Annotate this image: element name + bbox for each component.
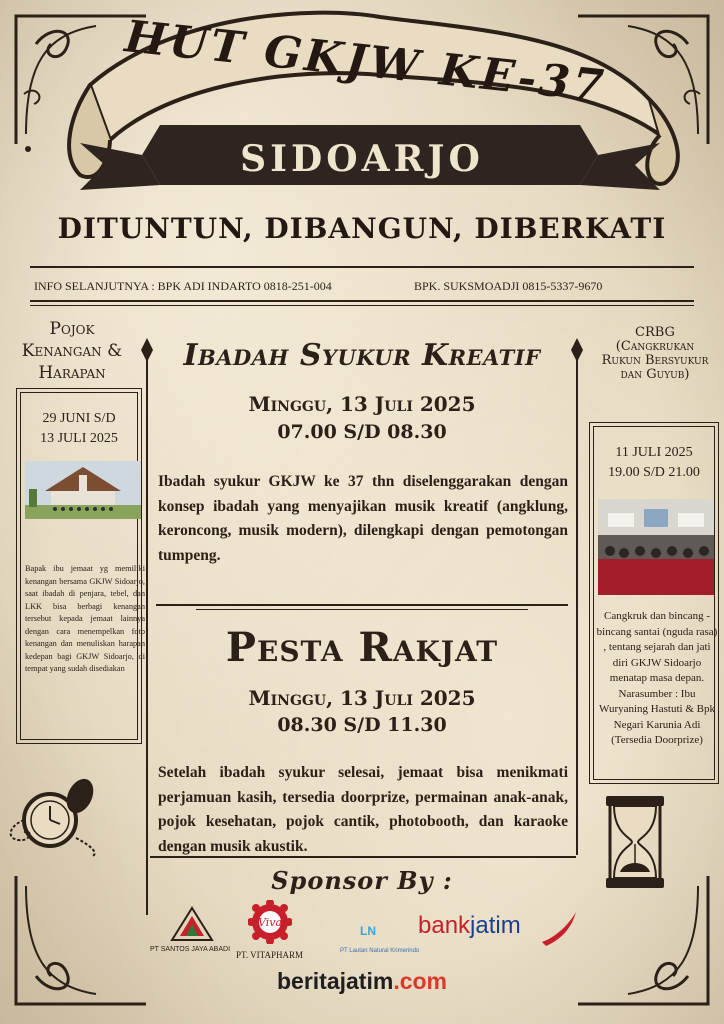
section-divider: [156, 604, 568, 606]
left-sidebar-box-inner: [20, 392, 145, 740]
beritajatim-brand: beritajatim.com: [276, 968, 447, 994]
church-building-photo: [25, 461, 141, 519]
right-column-rule: [576, 345, 578, 855]
gathering-hall-photo: [598, 499, 714, 595]
santos-jaya-abadi-label: PT SANTOS JAYA ABADI: [150, 946, 231, 953]
ibadah-description: Ibadah syukur GKJW ke 37 thn diselenggarakan dengan konsep ibadah yang menyajikan musik kreatif (angklung, keroncong, musik modern), dilengkapi dengan pemotongan tumpeng.: [158, 473, 568, 564]
contact-info-right: BPK. SUKSMOADJI 0815-5337-9670: [414, 279, 603, 293]
vitapharm-label: PT. VITAPHARM: [236, 950, 303, 960]
contact-info-left: INFO SELANJUTNYA : BPK ADI INDARTO 0818-251-004: [34, 279, 332, 293]
right-sidebar-box-inner: [593, 426, 718, 780]
viva-logo-mark: Viva: [257, 916, 283, 929]
hourglass-icon: [604, 794, 666, 890]
sponsor-heading: Sponsor By :: [271, 866, 453, 895]
right-sidebar-heading: CRBG (Cangkrukan Rukun Bersyukur dan Guyub): [601, 325, 709, 382]
pocket-watch-icon: [4, 776, 104, 858]
section-divider-thin: [196, 609, 528, 610]
left-column-rule: [146, 345, 148, 915]
divider-bottom: [30, 300, 694, 302]
sponsor-divider: [150, 856, 576, 858]
left-sidebar-date: 29 JUNI S/D 13 JULI 2025: [40, 411, 118, 446]
pesta-title: Pesta Rakjat: [225, 624, 499, 671]
right-sidebar-description: Cangkruk dan bincang - bincang santai (nguda rasa) , tentang sejarah dan jati diri GKJW Sidoarjo menatap masa depan. Narasumber : Ibu Wuryaning Hastuti & Bpk Negari Karunia Adi (Tersedia Doorprize): [596, 610, 718, 746]
left-sidebar-box: [16, 388, 145, 744]
left-sidebar-heading: Pojok Kenangan & Harapan: [21, 319, 123, 383]
santos-jaya-abadi-logo: [170, 906, 214, 942]
bankjatim-logo: bankjatim: [418, 912, 521, 939]
lautan-natural-logo-mark: LN: [360, 924, 376, 938]
lautan-natural-label: PT Lautan Natural Krimerindo: [340, 948, 420, 954]
left-sidebar-description: Bapak ibu jemaat yg memiliki kenangan bersama GKJW Sidoarjo, saat ibadah di penjara, tebel, dan LKK bisa berbagi kenangan tersebut kepada jemaat lainnya dengan cara menempelkan foto kenangan dan menuliskan harapan kedepan bagi GKJW Sidoarjo, di tempat yang sudah disediakan: [25, 564, 145, 673]
pesta-date: Minggu, 13 Juli 2025: [248, 686, 476, 710]
right-sidebar-date: 11 JULI 2025 19.00 S/D 21.00: [608, 445, 700, 480]
ibadah-date: Minggu, 13 Juli 2025: [248, 392, 476, 416]
page-subtitle: SIDOARJO: [240, 138, 484, 180]
viva-cosmetics-logo: [248, 900, 292, 944]
divider-top: [30, 266, 694, 268]
bankjatim-swoosh-icon: [540, 908, 580, 948]
pesta-time: 08.30 S/D 11.30: [277, 714, 447, 736]
right-sidebar-box: [589, 422, 719, 784]
ibadah-title: Ibadah Syukur Kreatif: [183, 338, 541, 373]
tagline: DITUNTUN, DIBANGUN, DIBERKATI: [57, 212, 667, 245]
divider-bottom-thin: [30, 305, 694, 306]
page-title: HUT GKJW KE-37: [122, 11, 609, 113]
pesta-description: Setelah ibadah syukur selesai, jemaat bisa menikmati perjamuan kasih, tersedia doorprize, permainan anak-anak, pojok kesehatan, pojok cantik, photobooth, dan karaoke dengan musik akustik.: [158, 764, 568, 855]
ibadah-time: 07.00 S/D 08.30: [277, 421, 447, 443]
